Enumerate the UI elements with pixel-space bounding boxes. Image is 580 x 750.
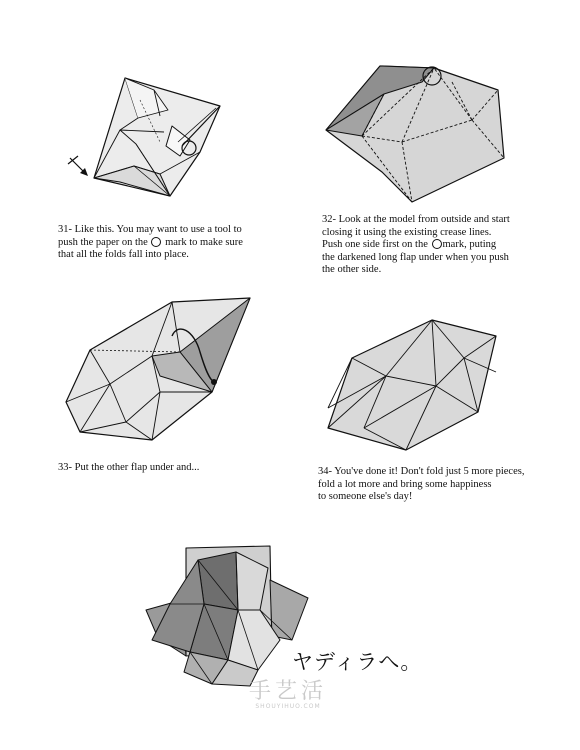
step-31-line-2b: mark to make sure (165, 236, 243, 248)
dedication-text: ヤディラへ。 (292, 650, 423, 674)
step-31-diagram (60, 70, 230, 210)
step-32-line-2: closing it using the existing crease lines. (322, 226, 492, 238)
circle-mark-icon (432, 239, 442, 249)
step-31-line-2 (58, 237, 243, 250)
step-31-line-1: 31- Like this. You may want to use a tool to (58, 224, 242, 235)
step-32-line-3 (322, 239, 510, 252)
step-32-line-3b: mark, puting (442, 239, 497, 250)
push-arrow-icon (68, 156, 88, 176)
step-33-caption (58, 462, 199, 475)
watermark-sub: SHOUYIHUO.COM (255, 703, 321, 710)
watermark (238, 674, 338, 710)
step-34-line-2: fold a lot more and bring some happiness (318, 478, 492, 490)
step-32-caption (322, 214, 510, 277)
step-31-caption (58, 224, 243, 262)
step-34-line-1: 34- You've done it! Don't fold just 5 more pieces, (318, 466, 525, 477)
step-31-line-2a: push the paper on the (58, 236, 148, 248)
step-32-line-3a: Push one side first on the (322, 239, 428, 250)
step-32-line-4: the darkened long flap under when you push (322, 251, 509, 263)
step-34-line-3: to someone else's day! (318, 491, 413, 502)
watermark-main: 手艺活 (248, 679, 327, 704)
step-32-line-1: 32- Look at the model from outside and start (322, 214, 510, 225)
finished-origami-star-diagram (142, 540, 312, 690)
step-34-caption (318, 466, 524, 504)
step-32-diagram (322, 58, 512, 208)
step-33-diagram (60, 292, 260, 450)
circle-mark-icon (151, 237, 161, 247)
step-32-line-5: the other side. (322, 264, 382, 275)
step-31-line-3: that all the folds fall into place. (58, 249, 189, 260)
step-33-line-1: 33- Put the other flap under and... (58, 462, 200, 473)
step-34-diagram (324, 312, 502, 456)
